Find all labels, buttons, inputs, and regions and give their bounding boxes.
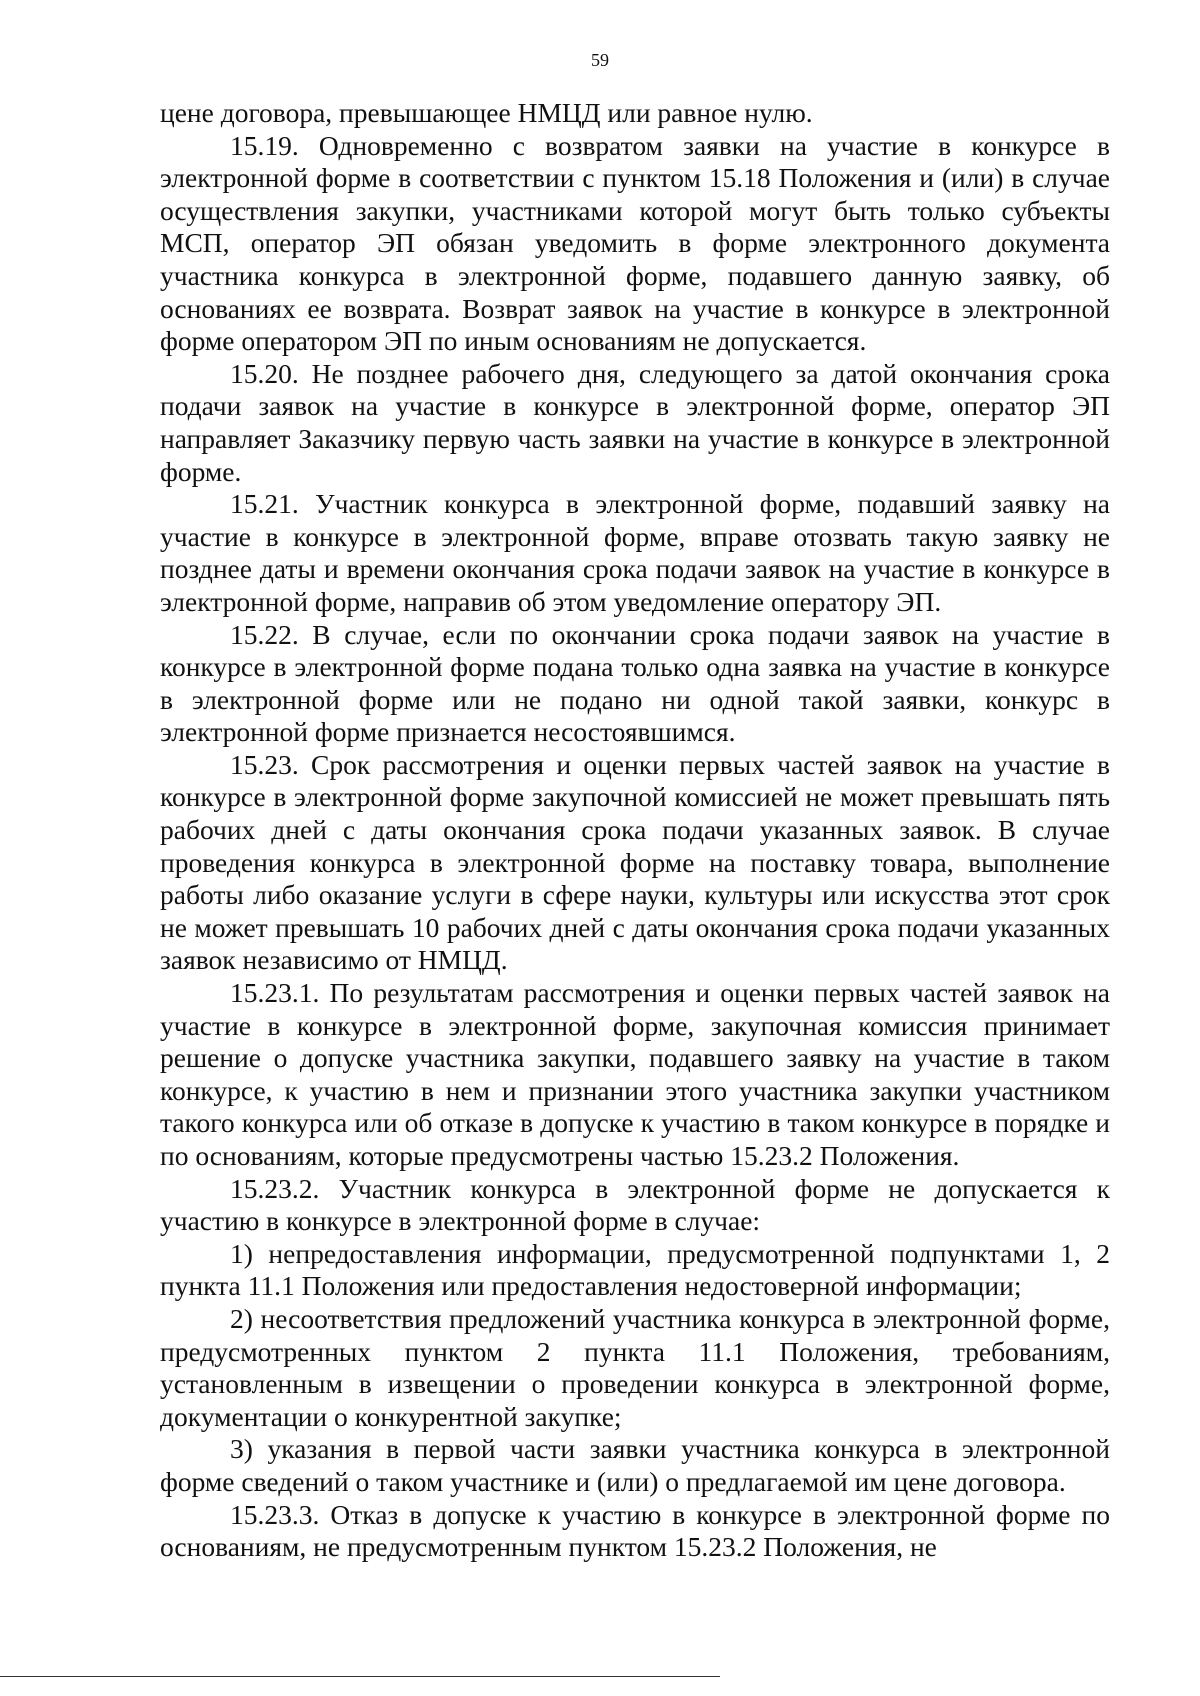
bottom-scan-line (0, 1676, 720, 1677)
paragraph-15-23-3: 15.23.3. Отказ в допуске к участию в конкурсе в электронной форме по основаниям, не предусмотренным пунктом 15.23.2 Положения, не (160, 1498, 1110, 1563)
paragraph-15-21: 15.21. Участник конкурса в электронной форме, подавший заявку на участие в конкурсе в электронной форме, вправе отозвать такую заявку не позднее даты и времени окончания срока подачи заявок на участие в конкурсе в электронной форме, направив об этом уведомление оператору ЭП. (160, 488, 1110, 617)
grounds-list (160, 1238, 1110, 1499)
list-item: 3) указания в первой части заявки участника конкурса в электронной форме сведений о таком участнике и (или) о предлагаемой им цене договора. (160, 1433, 1110, 1497)
paragraph-15-20: 15.20. Не позднее рабочего дня, следующего за датой окончания срока подачи заявок на участие в конкурсе в электронной форме, оператор ЭП направляет Заказчику первую часть заявки на участие в конкурсе в электронной форме. (160, 357, 1110, 487)
paragraph-15-23: 15.23. Срок рассмотрения и оценки первых частей заявок на участие в конкурсе в электронной форме закупочной комиссией не может превышать пять рабочих дней с даты окончания срока подачи указанных заявок. В случае проведения конкурса в электронной форме на поставку товара, выполнение работы либо оказание услуги в сфере науки, культуры или искусства этот срок не может превышать 10 рабочих дней с даты окончания срока подачи указанных заявок независимо от НМЦД. (160, 748, 1110, 976)
list-item: 1) непредоставления информации, предусмотренной подпунктами 1, 2 пункта 11.1 Положения или предоставления недостоверной информации; (160, 1237, 1110, 1302)
paragraph-15-19: 15.19. Одновременно с возвратом заявки на участие в конкурсе в электронной форме в соответствии с пунктом 15.18 Положения и (или) в случае осуществления закупки, участниками которой могут быть только субъекты МСП, оператор ЭП обязан уведомить в форме электронного документа участника конкурса в электронной форме, подавшего данную заявку, об основаниях ее возврата. Возврат заявок на участие в конкурсе в электронной форме оператором ЭП по иным основаниям не допускается. (160, 129, 1110, 357)
paragraph-continuation: цене договора, превышающее НМЦД или равное нулю. (160, 97, 813, 128)
document-body (160, 97, 1110, 1564)
page-number: 59 (591, 50, 609, 70)
list-item: 2) несоответствия предложений участника конкурса в электронной форме, предусмотренных пунктом 2 пункта 11.1 Положения, требованиям, установленным в извещении о проведении конкурса в электронной форме, документации о конкурентной закупке; (160, 1302, 1110, 1432)
paragraph-15-23-1: 15.23.1. По результатам рассмотрения и оценки первых частей заявок на участие в конкурсе в электронной форме, закупочная комиссия принимает решение о допуске участника закупки, подавшего заявку на участие в таком конкурсе, к участию в нем и признании этого участника закупки участником такого конкурса или об отказе в допуске к участию в таком конкурсе в порядке и по основаниям, которые предусмотрены частью 15.23.2 Положения. (160, 977, 1110, 1171)
paragraph-15-23-2: 15.23.2. Участник конкурса в электронной форме не допускается к участию в конкурсе в электронной форме в случае: (160, 1172, 1110, 1237)
paragraph-15-22: 15.22. В случае, если по окончании срока подачи заявок на участие в конкурсе в электронной форме подана только одна заявка на участие в конкурсе в электронной форме или не подано ни одной такой заявки, конкурс в электронной форме признается несостоявшимся. (160, 618, 1110, 748)
